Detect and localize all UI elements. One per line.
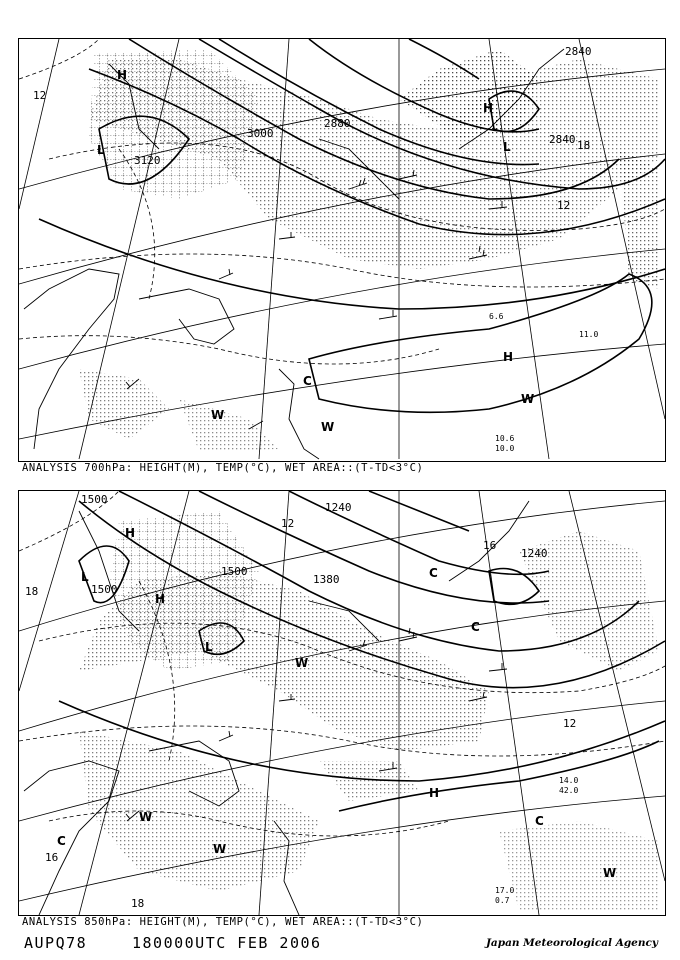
station-value: 11.0	[579, 330, 599, 339]
station-value: 17.0	[495, 886, 515, 895]
system-symbol: H	[429, 786, 440, 800]
temp-label: 12	[563, 717, 577, 730]
system-symbol: W	[603, 866, 617, 880]
system-symbol: L	[97, 143, 105, 157]
system-symbol: C	[57, 834, 66, 848]
map-700hpa-caption: ANALYSIS 700hPa: HEIGHT(M), TEMP(°C), WET AREA::(T-TD<3°C)	[22, 462, 424, 474]
temp-label: 16	[483, 539, 497, 552]
station-value: 14.0	[559, 776, 579, 785]
system-symbol: H	[117, 68, 128, 82]
system-symbol: W	[139, 810, 153, 824]
system-symbol: H	[483, 101, 494, 115]
temp-label: 12	[33, 89, 47, 102]
map-850hpa-caption: ANALYSIS 850hPa: HEIGHT(M), TEMP(°C), WET AREA::(T-TD<3°C)	[22, 916, 424, 928]
temp-label: 12	[557, 199, 571, 212]
station-value: 6.6	[489, 312, 504, 321]
height-label: 1500	[91, 583, 118, 596]
temp-label: 18	[25, 585, 39, 598]
system-symbol: W	[295, 656, 309, 670]
map-850hpa-canvas	[19, 491, 665, 915]
station-value: 0.7	[495, 896, 510, 905]
system-symbol: C	[429, 566, 438, 580]
system-symbol: L	[503, 140, 511, 154]
valid-time: 180000UTC FEB 2006	[132, 934, 322, 952]
height-label: 1500	[221, 565, 248, 578]
system-symbol: H	[503, 350, 514, 364]
height-label: 1380	[313, 573, 340, 586]
station-value: 10.6	[495, 434, 515, 443]
system-symbol: C	[303, 374, 312, 388]
system-symbol: W	[321, 420, 335, 434]
height-label: 1500	[81, 493, 108, 506]
height-label: 1240	[325, 501, 352, 514]
system-symbol: W	[521, 392, 535, 406]
station-value: 10.0	[495, 444, 515, 453]
system-symbol: W	[213, 842, 227, 856]
height-label: 2840	[565, 45, 592, 58]
height-label: 2840	[549, 133, 576, 146]
temp-label: 18	[577, 139, 591, 152]
system-symbol: L	[205, 640, 213, 654]
system-symbol: H	[125, 526, 136, 540]
height-label: 3000	[247, 127, 274, 140]
temp-label: 12	[281, 517, 295, 530]
system-symbol: C	[471, 620, 480, 634]
system-symbol: C	[535, 814, 544, 828]
map-700hpa-canvas	[19, 39, 665, 461]
temp-label: 16	[45, 851, 59, 864]
height-label: 2880	[324, 117, 351, 130]
height-label: 1240	[521, 547, 548, 560]
system-symbol: W	[211, 408, 225, 422]
system-symbol: H	[155, 592, 166, 606]
grid-area	[89, 49, 259, 199]
station-value: 42.0	[559, 786, 579, 795]
map-700hpa	[18, 38, 666, 462]
temp-label: 18	[131, 897, 145, 910]
height-label: 3120	[134, 154, 161, 167]
product-code: AUPQ78	[24, 934, 88, 952]
system-symbol: L	[81, 570, 89, 584]
map-850hpa	[18, 490, 666, 916]
agency-name: Japan Meteorological Agency	[485, 937, 658, 949]
